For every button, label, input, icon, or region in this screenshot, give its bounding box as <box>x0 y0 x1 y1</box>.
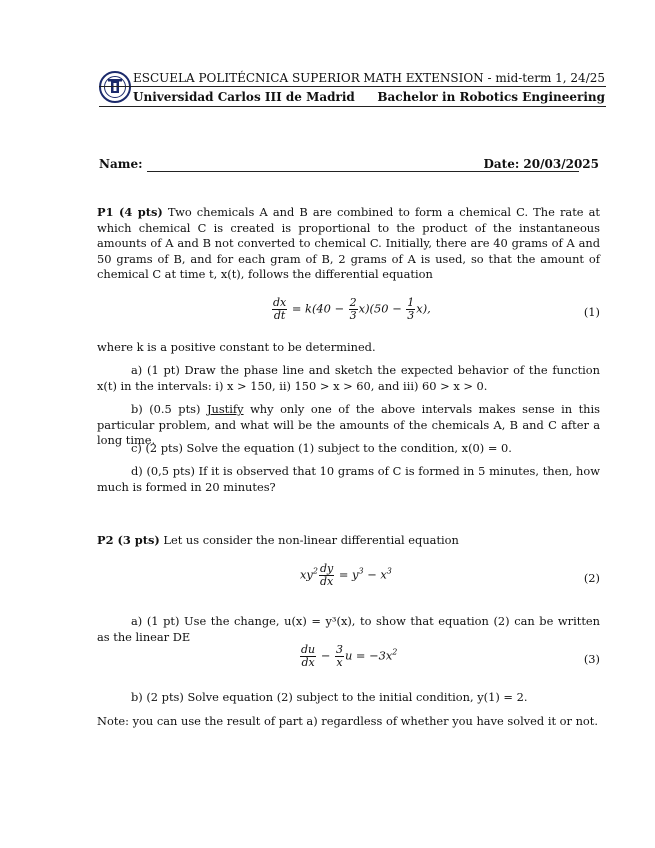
p2-note: Note: you can use the result of part a) regardless of whether you have solved it or not. <box>97 714 598 728</box>
p2-intro: Let us consider the non-linear differential equation <box>163 533 459 547</box>
equation-3: $\frac{du}{dx}$ − $\frac{3}{x}$ $u = -3x^2$ (3) <box>301 643 600 669</box>
justify-word: Justify <box>206 402 244 416</box>
p1-part-a: a) (1 pt) Draw the phase line and sketch the expected behavior of the function x(t) in the intervals: i) x > 150, ii) 150 > x > 60, and iii) 60 > x > 0. <box>97 363 600 393</box>
university-name: Universidad Carlos III de Madrid <box>133 90 355 104</box>
degree-title: Bachelor in Robotics Engineering <box>377 90 605 104</box>
exam-date: Date: 20/03/2025 <box>483 157 599 171</box>
name-date-row <box>99 157 599 173</box>
p1-part-c: c) (2 pts) Solve the equation (1) subject to the condition, x(0) = 0. <box>131 441 512 455</box>
school-name: ESCUELA POLITÉCNICA SUPERIOR <box>133 71 360 85</box>
p2-label: P2 (3 pts) <box>97 533 160 547</box>
course-title: MATH EXTENSION - mid-term 1, 24/25 <box>363 71 605 85</box>
p1-where: where k is a positive constant to be determined. <box>97 340 376 354</box>
equation-3-number: (3) <box>583 652 600 666</box>
p1-part-d: d) (0,5 pts) If it is observed that 10 grams of C is formed in 5 minutes, then, how much is formed in 20 minutes? <box>97 464 600 494</box>
equation-1: $\frac{dx}{dt}$ = k(40 − $\frac{2}{3}$ x)(50 − $\frac{1}{3}$ x), (1) <box>273 296 600 322</box>
p1-statement <box>97 205 600 283</box>
p2-part-b: b) (2 pts) Solve equation (2) subject to the initial condition, y(1) = 2. <box>131 690 528 704</box>
equation-2-number: (2) <box>583 571 600 585</box>
p1-part-b: b) (0.5 pts) Justify why only one of the above intervals makes sense in this particular problem, and what will be the amounts of the chemicals A, B and C after a long time. <box>97 402 600 448</box>
p2-part-a: a) (1 pt) Use the change, u(x) = y³(x), to show that equation (2) can be written as the linear DE <box>97 614 600 644</box>
university-seal-icon <box>99 71 131 103</box>
p1-intro: Two chemicals A and B are combined to form a chemical C. The rate at which chemical C is created is proportional to the product of the instantaneous amounts of A and B not converted to chemical C. Initially, there are 40 grams of A and 50 grams of B, and for each gram of B, 2 grams of A is used, so that the amount of chemical C at time t, x(t), follows the differential equation <box>97 205 601 282</box>
p2-statement <box>97 533 600 549</box>
equation-2: $xy^2$ $\frac{dy}{dx}$ = $y^3 - x^3$ (2) <box>300 562 600 588</box>
header-bottom-rule <box>99 106 606 107</box>
equation-1-number: (1) <box>583 305 600 319</box>
name-label: Name: <box>99 157 143 171</box>
header-divider <box>99 86 606 87</box>
p1-label: P1 (4 pts) <box>97 205 163 219</box>
name-field-line <box>147 171 579 172</box>
